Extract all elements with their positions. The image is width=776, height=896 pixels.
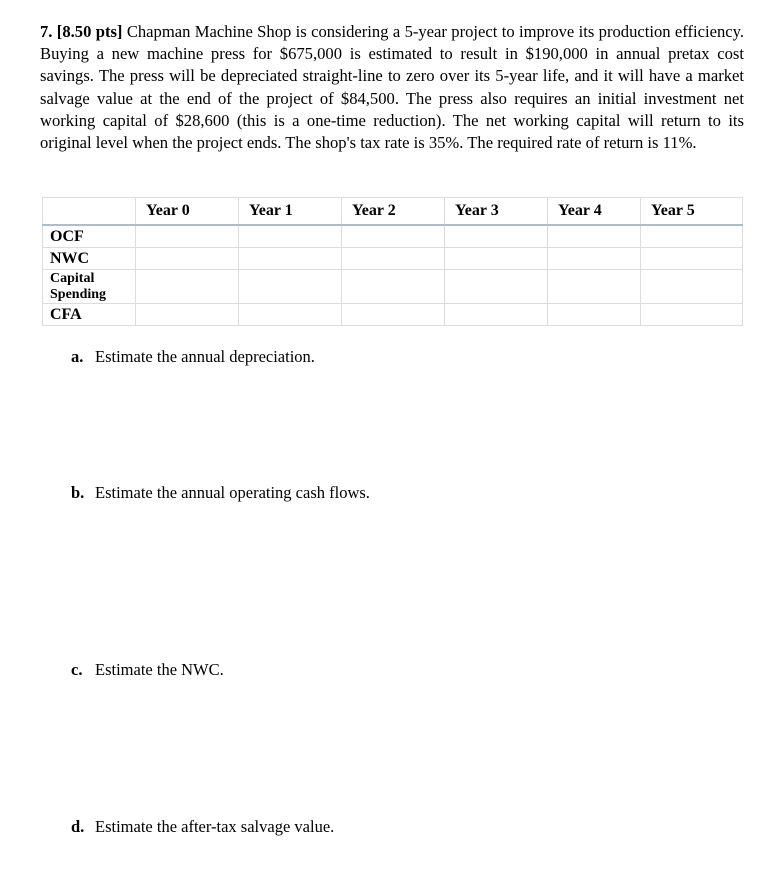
table-cell[interactable] [641, 270, 743, 304]
row-label-cfa: CFA [43, 304, 136, 326]
row-label-nwc: NWC [43, 248, 136, 270]
cash-flow-table [42, 197, 743, 326]
table-cell[interactable] [445, 270, 548, 304]
row-label-capital-line2: Spending [50, 286, 107, 302]
table-cell[interactable] [342, 270, 445, 304]
table-cell[interactable] [136, 225, 239, 248]
table-cell[interactable] [342, 225, 445, 248]
question-d-label: d. [71, 817, 85, 836]
header-year-5: Year 5 [641, 198, 743, 226]
table-cell[interactable] [548, 304, 641, 326]
question-c [71, 660, 224, 680]
table-cell[interactable] [548, 270, 641, 304]
table-cell[interactable] [342, 248, 445, 270]
table-cell[interactable] [445, 248, 548, 270]
table-cell[interactable] [342, 304, 445, 326]
table-row [43, 304, 743, 326]
question-a-text: Estimate the annual depreciation. [95, 347, 315, 366]
table-header-row [43, 198, 743, 226]
header-year-4: Year 4 [548, 198, 641, 226]
table-cell[interactable] [548, 248, 641, 270]
table-cell[interactable] [445, 304, 548, 326]
table-cell[interactable] [136, 270, 239, 304]
table-cell[interactable] [136, 304, 239, 326]
table-cell[interactable] [548, 225, 641, 248]
question-d [71, 817, 334, 837]
question-d-text: Estimate the after-tax salvage value. [95, 817, 335, 836]
question-b-text: Estimate the annual operating cash flows. [95, 483, 370, 502]
table-corner-cell [43, 198, 136, 226]
row-label-capital-line1: Capital [50, 270, 95, 286]
table-cell[interactable] [239, 304, 342, 326]
table-row [43, 270, 743, 304]
table-cell[interactable] [641, 248, 743, 270]
table-cell[interactable] [239, 225, 342, 248]
table-row [43, 248, 743, 270]
table-row [43, 225, 743, 248]
question-c-label: c. [71, 660, 83, 679]
table-cell[interactable] [641, 304, 743, 326]
row-label-ocf: OCF [43, 225, 136, 248]
header-year-3: Year 3 [445, 198, 548, 226]
header-year-0: Year 0 [136, 198, 239, 226]
table-cell[interactable] [445, 225, 548, 248]
table-cell[interactable] [239, 248, 342, 270]
question-b [71, 483, 370, 503]
table-cell[interactable] [136, 248, 239, 270]
row-label-capital-spending [43, 270, 136, 304]
question-a-label: a. [71, 347, 84, 366]
question-c-text: Estimate the NWC. [95, 660, 224, 679]
header-year-1: Year 1 [239, 198, 342, 226]
table-cell[interactable] [641, 225, 743, 248]
table-cell[interactable] [239, 270, 342, 304]
problem-text: Chapman Machine Shop is considering a 5-year project to improve its production efficiency. Buying a new machine press for $675,000 is estimated to result in $190,000 in annual pretax cost savings. The press will be depreciated straight-line to zero over its 5-year life, and it will have a market salvage value at the end of the project of $84,500. The press also requires an initial investment net working capital of $28,600 (this is a one-time reduction). The net working capital will return to its original level when the project ends. The shop's tax rate is 35%. The required rate of return is 11%. [40, 22, 745, 153]
problem-number-points: 7. [8.50 pts] [40, 22, 123, 41]
question-a [71, 347, 315, 367]
question-b-label: b. [71, 483, 85, 502]
header-year-2: Year 2 [342, 198, 445, 226]
problem-statement [40, 21, 744, 154]
